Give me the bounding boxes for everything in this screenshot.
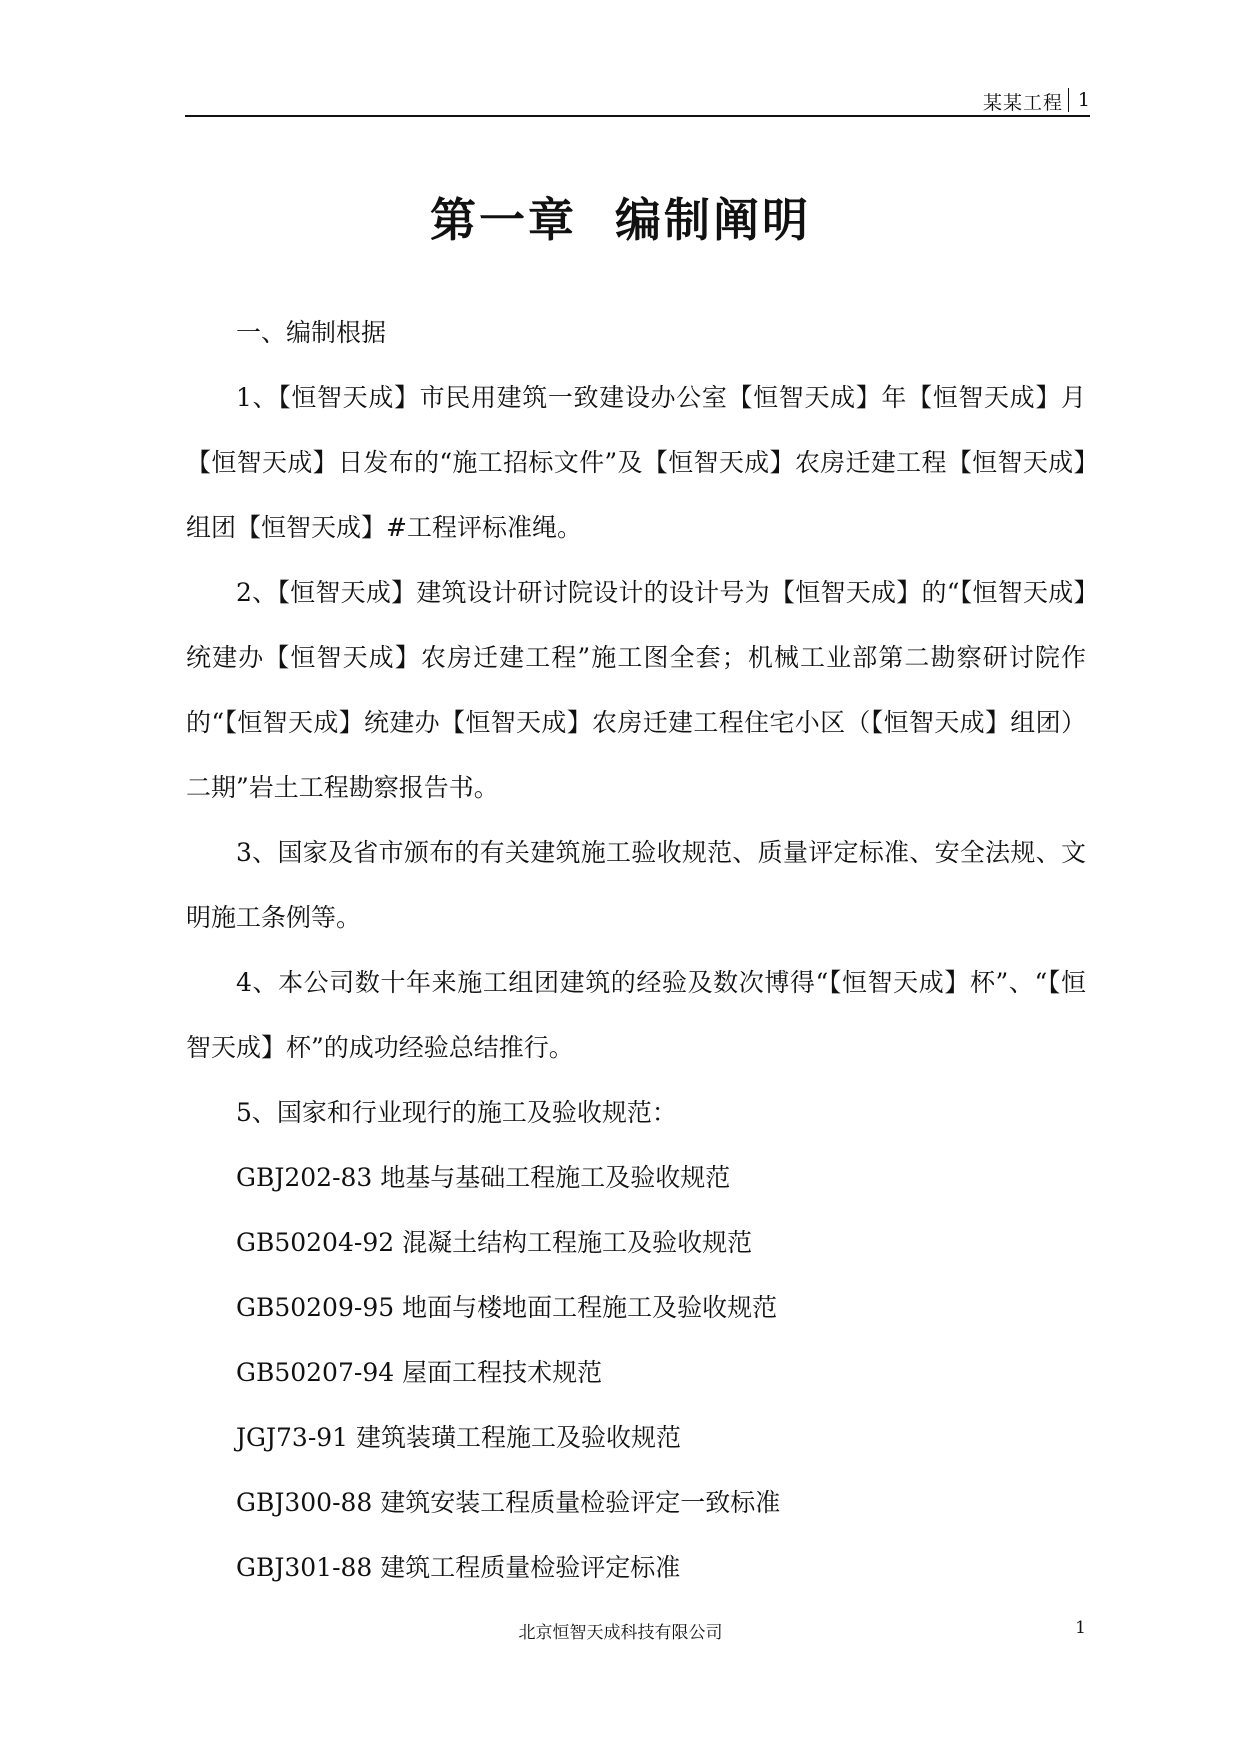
footer-company: 北京恒智天成科技有限公司	[518, 1623, 723, 1643]
paragraph: 2、【恒智天成】建筑设计研讨院设计的设计号为【恒智天成】的“【恒智天成】统建办【恒智天成】农房迁建工程”施工图全套；机械工业部第二勘察研讨院作的“【恒智天成】统建办【恒智天成】农房迁建工程住宅小区（【恒智天成】组团）二期”岩土工程勘察报告书。	[186, 578, 1086, 802]
standard-item: JGJ73-91 建筑装璜工程施工及验收规范	[236, 1423, 682, 1452]
standard-item: GB50207-94 屋面工程技术规范	[236, 1358, 603, 1387]
section-heading: 一、编制根据	[236, 318, 387, 347]
header-rule	[185, 115, 1090, 117]
standard-item: GBJ301-88 建筑工程质量检验评定标准	[236, 1553, 681, 1582]
footer-page-number: 1	[1075, 1618, 1086, 1638]
header-title: 某某工程	[982, 92, 1063, 114]
chapter-title: 第一章 编制阐明	[429, 193, 812, 247]
paragraph: 1、【恒智天成】市民用建筑一致建设办公室【恒智天成】年【恒智天成】月【恒智天成】日发布的“施工招标文件”及【恒智天成】农房迁建工程【恒智天成】组团【恒智天成】#工程评标准绳。	[186, 383, 1086, 542]
header-page-number: 1	[1068, 88, 1090, 112]
paragraph: 3、国家及省市颁布的有关建筑施工验收规范、质量评定标准、安全法规、文明施工条例等。	[186, 838, 1086, 932]
page-header	[0, 0, 1241, 120]
document-body	[186, 300, 1086, 1600]
paragraph: 5、国家和行业现行的施工及验收规范：	[236, 1098, 677, 1127]
standard-item: GB50204-92 混凝土结构工程施工及验收规范	[236, 1228, 753, 1257]
standard-item: GBJ300-88 建筑安装工程质量检验评定一致标准	[236, 1488, 781, 1517]
standard-item: GBJ202-83 地基与基础工程施工及验收规范	[236, 1163, 731, 1192]
standard-item: GB50209-95 地面与楼地面工程施工及验收规范	[236, 1293, 778, 1322]
paragraph: 4、本公司数十年来施工组团建筑的经验及数次博得“【恒智天成】杯”、“【恒智天成】杯”的成功经验总结推行。	[186, 968, 1086, 1062]
